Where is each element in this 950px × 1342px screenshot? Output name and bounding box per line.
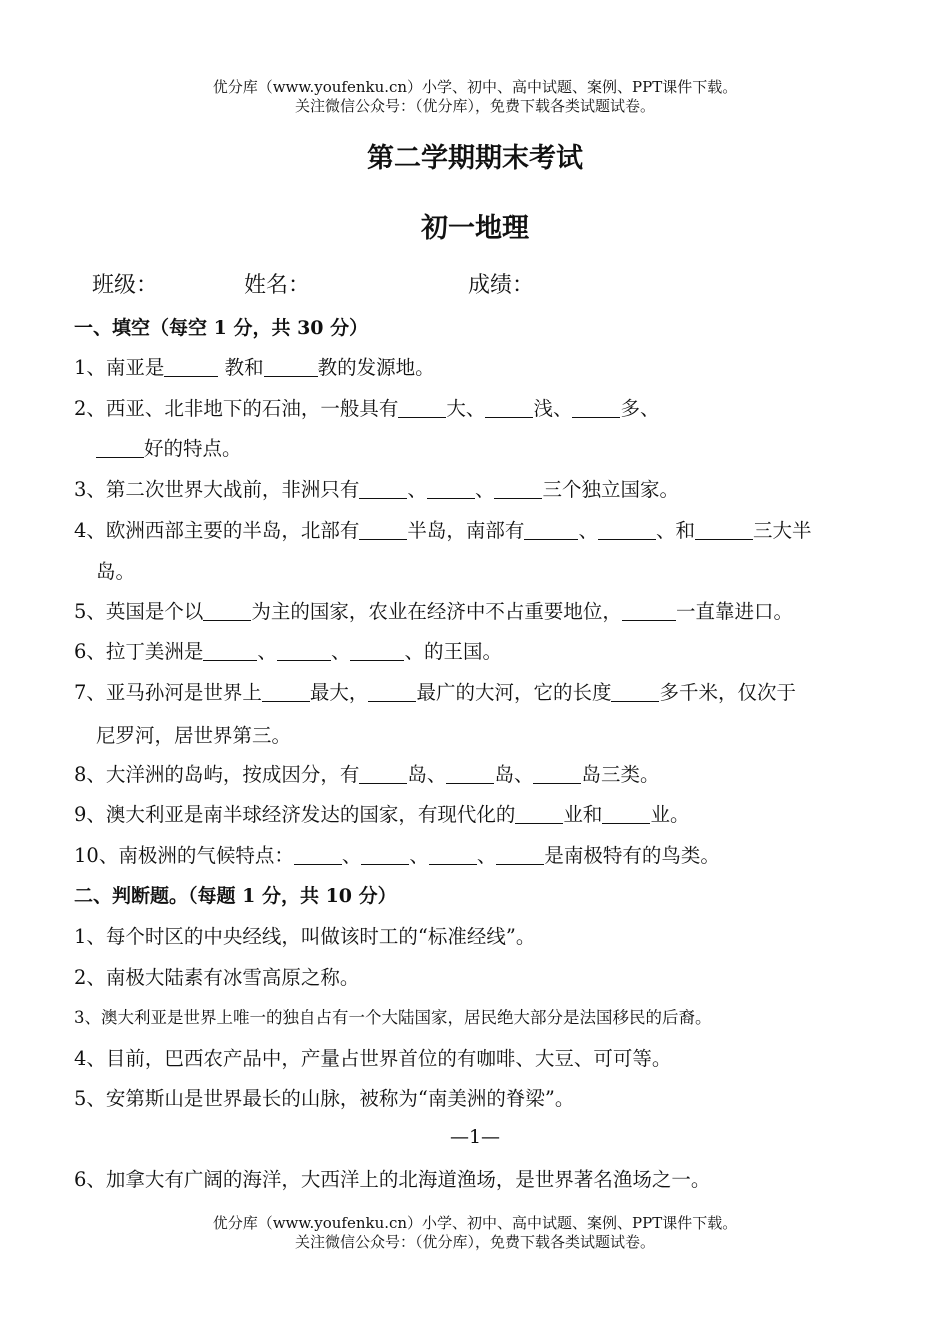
question-text: 三个独立国家。 [542,478,679,501]
section2-heading: 二、判断题。（每题 1 分，共 10 分） [74,885,397,907]
blank [359,519,407,540]
question-text: 多、 [620,397,660,420]
question-text: 好的特点。 [144,437,242,460]
question-text: 三大半 [752,519,812,542]
question-text: 业和 [563,803,603,826]
class-label: 班级： [92,273,159,298]
site-header-bottom [0,1214,950,1252]
blank [96,437,144,458]
score-label: 成绩： [468,273,535,298]
question-text: 6、拉丁美洲是 [74,640,204,663]
question-8 [74,759,659,787]
question-text: 为主的国家，农业在经济中不占重要地位， [251,600,622,623]
blank [164,356,218,377]
judge-item-2: 2、南极大陆素有冰雪高原之称。 [74,966,360,989]
header-line-1: 优分库（www.youfenku.cn）小学、初中、高中试题、案例、PPT课件下载。 [212,78,738,96]
blank [446,763,494,784]
question-6 [74,636,502,664]
question-text: 、 [476,844,497,867]
question-text: 、 [330,640,351,663]
question-text: 岛、 [494,763,534,786]
blank [398,397,446,418]
question-text: 10、南极洲的气候特点： [74,844,294,867]
question-text: 岛、 [407,763,447,786]
question-5 [74,596,793,624]
blank [485,397,533,418]
question-7-cont: 尼罗河，居世界第三。 [96,724,292,747]
question-text: 、 [341,844,362,867]
question-text: 2、西亚、北非地下的石油，一般具有 [74,397,399,420]
blank [368,681,416,702]
question-text: 1、南亚是 [74,356,165,379]
question-text: 3、第二次世界大战前，非洲只有 [74,478,360,501]
blank [429,844,477,865]
judge-item-4: 4、目前，巴西农产品中，产量占世界首位的有咖啡、大豆、可可等。 [74,1047,672,1070]
question-text: 教的发源地。 [317,356,435,379]
question-text: 半岛，南部有 [407,519,525,542]
question-text: 7、亚马孙河是世界上 [74,681,262,704]
judge-item-1: 1、每个时区的中央经线，叫做该时工的“标准经线”。 [74,925,536,948]
judge-item-5: 5、安第斯山是世界最长的山脉，被称为“南美洲的脊梁”。 [74,1087,575,1110]
name-label: 姓名： [244,273,311,298]
question-text: 8、大洋洲的岛屿，按成因分，有 [74,763,360,786]
blank [611,681,659,702]
blank [622,600,676,621]
footer-line-1: 优分库（www.youfenku.cn）小学、初中、高中试题、案例、PPT课件下载。 [212,1214,738,1232]
question-text: 是南极特有的鸟类。 [544,844,720,867]
blank [515,803,563,824]
blank [695,519,753,540]
question-text: 一直靠进口。 [675,600,793,623]
question-text: 、 [578,519,598,542]
blank [277,640,331,661]
exam-subject: 初一地理 [421,213,529,244]
header-line-2: 关注微信公众号：（优分库），免费下载各类试题试卷。 [294,97,655,115]
question-text: 多千米，仅次于 [659,681,796,704]
question-text: 岛三类。 [581,763,660,786]
blank [427,478,475,499]
blank [533,763,581,784]
site-header-top [0,78,950,116]
blank [264,356,318,377]
blank [602,803,650,824]
blank [359,478,407,499]
question-text: 、 [257,640,277,663]
question-text: 业。 [650,803,690,826]
blank [496,844,544,865]
question-text: 、 [407,478,427,501]
judge-item-3: 3、澳大利亚是世界上唯一的独自占有一个大陆国家，居民绝大部分是法国移民的后裔。 [74,1008,712,1027]
judge-item-6: 6、加拿大有广阔的海洋，大西洋上的北海道渔场，是世界著名渔场之一。 [74,1168,711,1191]
question-10 [74,840,720,868]
question-text: 4、欧洲西部主要的半岛，北部有 [74,519,360,542]
blank [572,397,620,418]
question-text: 、的王国。 [404,640,502,663]
blank [361,844,409,865]
section1-heading: 一、填空（每空 1 分，共 30 分） [74,317,369,339]
blank [359,763,407,784]
question-9 [74,799,689,827]
question-text: 浅、 [533,397,573,420]
blank [524,519,578,540]
question-text: 9、澳大利亚是南半球经济发达的国家，有现代化的 [74,803,516,826]
question-4 [74,515,811,543]
exam-title: 第二学期期末考试 [367,143,583,174]
page-number: —1— [449,1126,501,1148]
blank [203,600,251,621]
question-text: 教和 [218,356,264,379]
blank [294,844,342,865]
footer-line-2: 关注微信公众号：（优分库），免费下载各类试题试卷。 [294,1233,655,1251]
question-3 [74,474,679,502]
question-text: 最大， [309,681,369,704]
blank [262,681,310,702]
blank [350,640,404,661]
question-2 [74,393,659,421]
question-4-cont: 岛。 [96,560,136,583]
question-7 [74,677,796,705]
question-text: 最广的大河，它的长度 [416,681,612,704]
blank [494,478,542,499]
question-1 [74,352,435,380]
question-text: 、 [474,478,495,501]
question-text: 、 [409,844,429,867]
question-text: 5、英国是个以 [74,600,204,623]
question-text: 大、 [446,397,486,420]
blank [203,640,257,661]
question-text: 、和 [655,519,695,542]
question-2-cont [96,433,242,461]
blank [598,519,656,540]
